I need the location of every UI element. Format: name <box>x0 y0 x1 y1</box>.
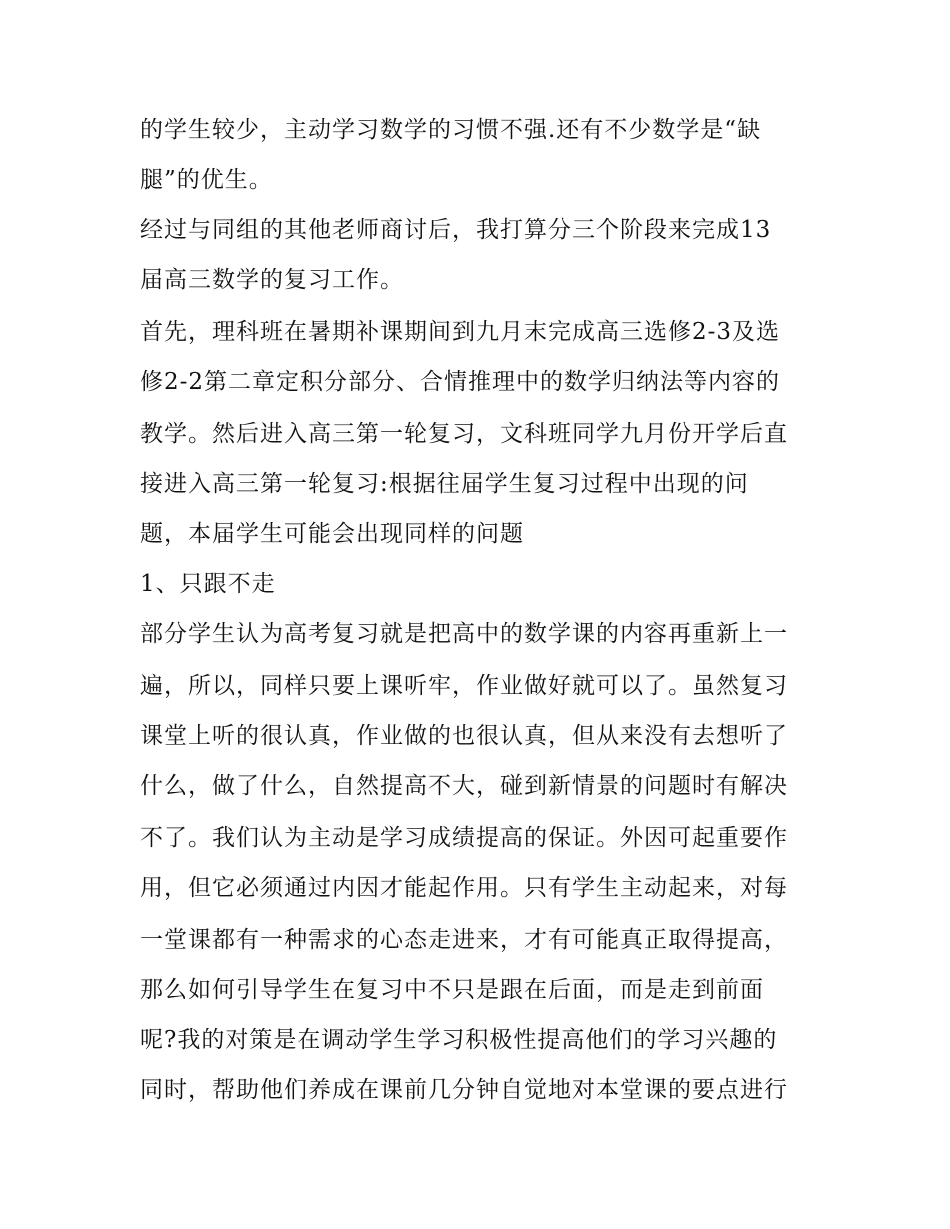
text-line: 首先，理科班在暑期补课期间到九月末完成高三选修2-3及选 <box>140 319 781 345</box>
text-line: 部分学生认为高考复习就是把高中的数学课的内容再重新上一 <box>140 621 788 647</box>
text-line: 不了。我们认为主动是学习成绩提高的保证。外因可起重要作 <box>140 825 788 851</box>
text-line: 呢?我的对策是在调动学生学习积极性提高他们的学习兴趣的 <box>140 1027 778 1053</box>
text-line: 题，本届学生可能会出现同样的问题 <box>140 521 524 547</box>
text-line: 同时，帮助他们养成在课前几分钟自觉地对本堂课的要点进行 <box>140 1077 788 1103</box>
text-line: 腿”的优生。 <box>140 167 273 193</box>
text-line: 课堂上听的很认真，作业做的也很认真，但从来没有去想听了 <box>140 723 788 749</box>
section-heading: 1、只跟不走 <box>140 571 276 597</box>
text-line: 什么，做了什么，自然提高不大，碰到新情景的问题时有解决 <box>140 773 788 799</box>
text-line: 那么如何引导学生在复习中不只是跟在后面，而是走到前面 <box>140 977 764 1003</box>
text-line: 接进入高三第一轮复习:根据往届学生复习过程中出现的问 <box>140 471 749 497</box>
text-line: 修2-2第二章定积分部分、合情推理中的数学归纳法等内容的 <box>140 369 781 395</box>
text-line: 教学。然后进入高三第一轮复习，文科班同学九月份开学后直 <box>140 421 788 447</box>
text-line: 经过与同组的其他老师商讨后，我打算分三个阶段来完成13 <box>140 217 772 243</box>
text-line: 一堂课都有一种需求的心态走进来，才有可能真正取得提高， <box>140 927 788 953</box>
text-line: 用，但它必须通过内因才能起作用。只有学生主动起来，对每 <box>140 875 788 901</box>
text-line: 届高三数学的复习工作。 <box>140 267 404 293</box>
text-line: 遍，所以，同样只要上课听牢，作业做好就可以了。虽然复习 <box>140 673 788 699</box>
text-line: 的学生较少，主动学习数学的习惯不强.还有不少数学是“缺 <box>140 117 762 143</box>
